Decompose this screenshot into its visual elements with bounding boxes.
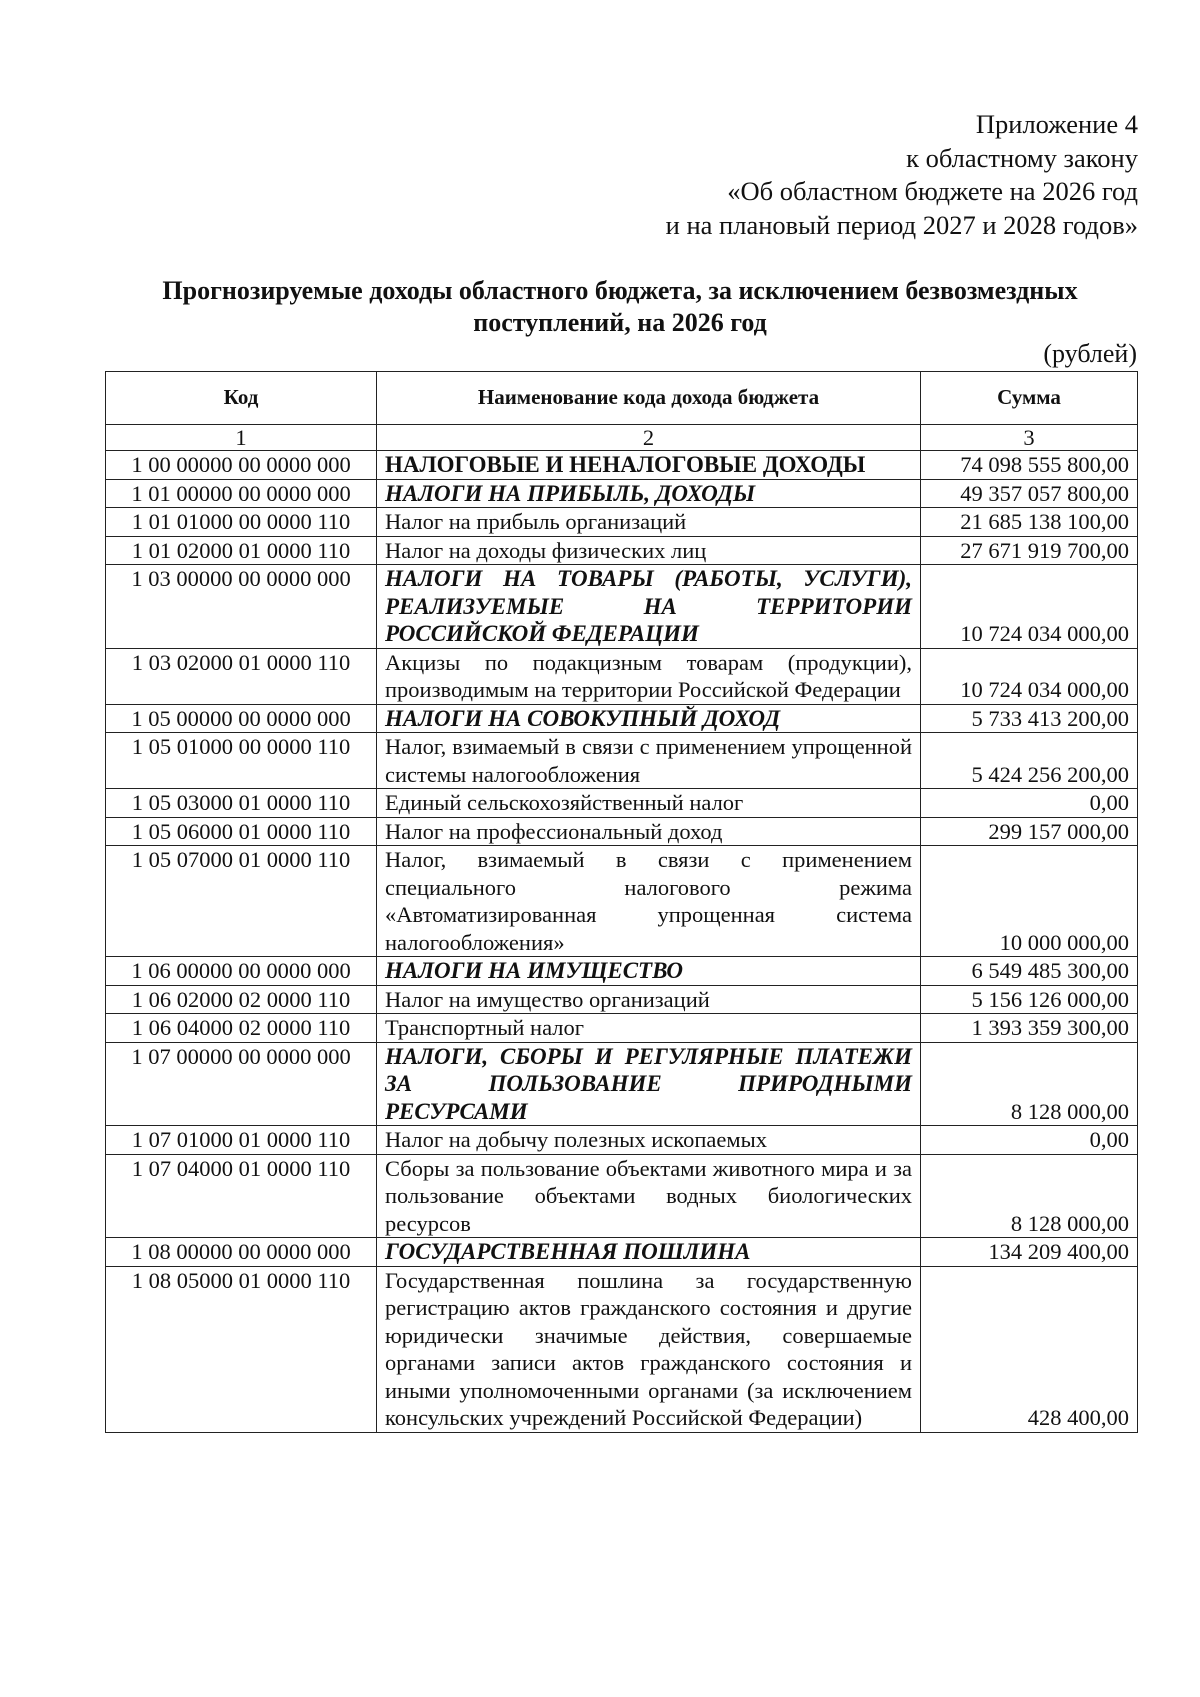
table-row (106, 1014, 1138, 1043)
cell-sum: 299 157 000,00 (921, 817, 1138, 846)
cell-name: НАЛОГИ НА ПРИБЫЛЬ, ДОХОДЫ (377, 479, 921, 508)
cell-name: НАЛОГИ, СБОРЫ И РЕГУЛЯРНЫЕ ПЛАТЕЖИ ЗА ПОЛЬЗОВАНИЕ ПРИРОДНЫМИ РЕСУРСАМИ (377, 1042, 921, 1126)
table-row (106, 648, 1138, 704)
cell-sum: 27 671 919 700,00 (921, 536, 1138, 565)
cell-name: Налог, взимаемый в связи с применением специального налогового режима «Автоматизированная упрощенная система налогообложения» (377, 846, 921, 957)
cell-sum: 10 724 034 000,00 (921, 565, 1138, 649)
cell-name: Налог на имущество организаций (377, 985, 921, 1014)
cell-code: 1 05 07000 01 0000 110 (106, 846, 377, 957)
column-number: 1 (106, 425, 377, 451)
cell-code: 1 03 00000 00 0000 000 (106, 565, 377, 649)
header-name: Наименование кода дохода бюджета (377, 372, 921, 425)
table-row (106, 1042, 1138, 1126)
cell-sum: 74 098 555 800,00 (921, 451, 1138, 480)
annex-line: Приложение 4 (975, 109, 1138, 139)
cell-code: 1 06 02000 02 0000 110 (106, 985, 377, 1014)
annex-line: «Об областном бюджете на 2026 год (727, 176, 1138, 206)
cell-name: Налог на профессиональный доход (377, 817, 921, 846)
table-row (106, 985, 1138, 1014)
cell-name: Налог на добычу полезных ископаемых (377, 1126, 921, 1155)
document-title (100, 275, 1140, 339)
cell-code: 1 07 04000 01 0000 110 (106, 1154, 377, 1238)
header-sum: Сумма (921, 372, 1138, 425)
cell-name: Транспортный налог (377, 1014, 921, 1043)
table-row (106, 479, 1138, 508)
cell-code: 1 05 03000 01 0000 110 (106, 789, 377, 818)
cell-code: 1 05 01000 00 0000 110 (106, 733, 377, 789)
table-row (106, 508, 1138, 537)
cell-sum: 5 156 126 000,00 (921, 985, 1138, 1014)
cell-code: 1 05 00000 00 0000 000 (106, 704, 377, 733)
cell-code: 1 07 01000 01 0000 110 (106, 1126, 377, 1155)
table-row (106, 846, 1138, 957)
column-numbers-row (106, 425, 1138, 451)
cell-sum: 428 400,00 (921, 1266, 1138, 1432)
table-row (106, 789, 1138, 818)
cell-sum: 8 128 000,00 (921, 1042, 1138, 1126)
cell-name: Налог на прибыль организаций (377, 508, 921, 537)
cell-sum: 0,00 (921, 789, 1138, 818)
cell-name: НАЛОГИ НА ИМУЩЕСТВО (377, 957, 921, 986)
column-number: 3 (921, 425, 1138, 451)
annex-line: к областному закону (906, 142, 1138, 173)
unit-label: (рублей) (1043, 339, 1137, 368)
table-row (106, 1238, 1138, 1267)
table-row (106, 1154, 1138, 1238)
table-row (106, 536, 1138, 565)
cell-sum: 134 209 400,00 (921, 1238, 1138, 1267)
cell-sum: 21 685 138 100,00 (921, 508, 1138, 537)
cell-sum: 5 733 413 200,00 (921, 704, 1138, 733)
cell-code: 1 01 00000 00 0000 000 (106, 479, 377, 508)
cell-code: 1 05 06000 01 0000 110 (106, 817, 377, 846)
income-table (105, 371, 1138, 1433)
cell-name: Единый сельскохозяйственный налог (377, 789, 921, 818)
title-line: Прогнозируемые доходы областного бюджета, за исключением безвозмездных (162, 276, 1078, 305)
cell-sum: 10 000 000,00 (921, 846, 1138, 957)
cell-code: 1 06 00000 00 0000 000 (106, 957, 377, 986)
cell-name: НАЛОГИ НА ТОВАРЫ (РАБОТЫ, УСЛУГИ), РЕАЛИЗУЕМЫЕ НА ТЕРРИТОРИИ РОССИЙСКОЙ ФЕДЕРАЦИИ (377, 565, 921, 649)
cell-code: 1 06 04000 02 0000 110 (106, 1014, 377, 1043)
annex-block (666, 108, 1138, 242)
table-row (106, 1266, 1138, 1432)
cell-sum: 49 357 057 800,00 (921, 479, 1138, 508)
cell-code: 1 01 02000 01 0000 110 (106, 536, 377, 565)
cell-sum: 10 724 034 000,00 (921, 648, 1138, 704)
cell-name: Государственная пошлина за государственную регистрацию актов гражданского состояния и другие юридически значимые действия, совершаемые органами записи актов гражданского состояния и иными уполномоченными органами (за исключением консульских учреждений Российской Федерации) (377, 1266, 921, 1432)
cell-code: 1 01 01000 00 0000 110 (106, 508, 377, 537)
cell-sum: 0,00 (921, 1126, 1138, 1155)
cell-name: Акцизы по подакцизным товарам (продукции), производимым на территории Российской Федерации (377, 648, 921, 704)
table-row (106, 704, 1138, 733)
table-row (106, 1126, 1138, 1155)
cell-name: НАЛОГИ НА СОВОКУПНЫЙ ДОХОД (377, 704, 921, 733)
table-row (106, 451, 1138, 480)
cell-code: 1 08 05000 01 0000 110 (106, 1266, 377, 1432)
table-row (106, 957, 1138, 986)
cell-sum: 5 424 256 200,00 (921, 733, 1138, 789)
annex-line: и на плановый период 2027 и 2028 годов» (665, 209, 1138, 240)
cell-sum: 8 128 000,00 (921, 1154, 1138, 1238)
table-header-row (106, 372, 1138, 425)
cell-code: 1 07 00000 00 0000 000 (106, 1042, 377, 1126)
title-line: поступлений, на 2026 год (473, 308, 767, 337)
cell-name: ГОСУДАРСТВЕННАЯ ПОШЛИНА (377, 1238, 921, 1267)
cell-name: Сборы за пользование объектами животного мира и за пользование объектами водных биологических ресурсов (377, 1154, 921, 1238)
cell-sum: 1 393 359 300,00 (921, 1014, 1138, 1043)
column-number: 2 (377, 425, 921, 451)
cell-name: Налог, взимаемый в связи с применением упрощенной системы налогообложения (377, 733, 921, 789)
cell-name: Налог на доходы физических лиц (377, 536, 921, 565)
cell-code: 1 03 02000 01 0000 110 (106, 648, 377, 704)
table-row (106, 565, 1138, 649)
cell-code: 1 00 00000 00 0000 000 (106, 451, 377, 480)
income-table-body (106, 372, 1138, 1433)
header-code: Код (106, 372, 377, 425)
table-row (106, 733, 1138, 789)
table-row (106, 817, 1138, 846)
cell-sum: 6 549 485 300,00 (921, 957, 1138, 986)
cell-code: 1 08 00000 00 0000 000 (106, 1238, 377, 1267)
cell-name: НАЛОГОВЫЕ И НЕНАЛОГОВЫЕ ДОХОДЫ (377, 451, 921, 480)
